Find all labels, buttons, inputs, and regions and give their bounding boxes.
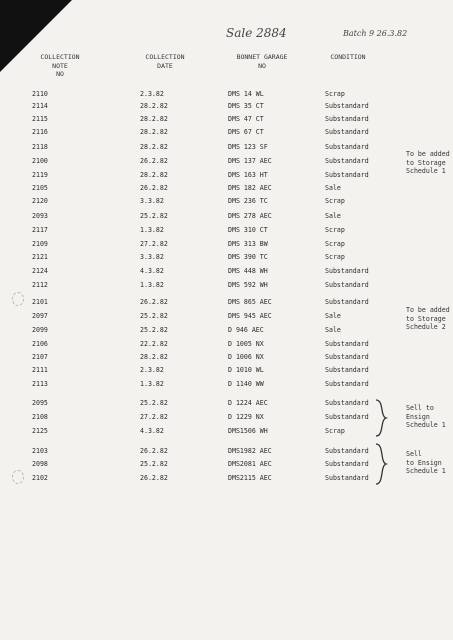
table-row: 2117 1.3.82 DMS 310 CT Scrap xyxy=(32,226,345,234)
brace-lower xyxy=(370,443,392,485)
handwritten-title: Sale 2884 xyxy=(226,26,287,40)
header-collection-note: COLLECTION NOTE NO xyxy=(40,53,80,78)
header-collection-date: COLLECTION DATE xyxy=(145,53,185,70)
table-row: 2120 3.3.82 DMS 236 TC Scrap xyxy=(32,197,345,205)
table-row: 2115 28.2.82 DMS 47 CT Substandard xyxy=(32,115,369,123)
table-row: 2109 27.2.82 DMS 313 BW Scrap xyxy=(32,240,345,248)
header-bonnet-garage: BONNET GARAGE NO xyxy=(236,53,288,70)
note-storage-schedule-2: To be added to Storage Schedule 2 xyxy=(406,306,450,331)
note-ensign-schedule-1a: Sell to Ensign Schedule 1 xyxy=(406,404,446,429)
table-row: 2099 25.2.82 D 946 AEC Sale xyxy=(32,326,341,334)
table-row: 2106 22.2.82 D 1005 NX Substandard xyxy=(32,340,369,348)
table-row: 2119 28.2.82 DMS 163 HT Substandard xyxy=(32,171,369,179)
header-condition: CONDITION xyxy=(330,53,366,61)
table-row: 2093 25.2.82 DMS 278 AEC Sale xyxy=(32,212,341,220)
table-row: 2111 2.3.82 D 1010 WL Substandard xyxy=(32,366,369,374)
table-row: 2125 4.3.82 DMS1506 WH Scrap xyxy=(32,427,345,435)
table-row: 2101 26.2.82 DMS 865 AEC Substandard xyxy=(32,298,369,306)
table-row: 2110 2.3.82 DMS 14 WL Scrap xyxy=(32,90,345,98)
punch-hole-mark xyxy=(12,470,24,484)
table-row: 2097 25.2.82 DMS 945 AEC Sale xyxy=(32,312,341,320)
note-storage-schedule-1: To be added to Storage Schedule 1 xyxy=(406,150,450,175)
note-ensign-schedule-1b: Sell to Ensign Schedule 1 xyxy=(406,450,446,475)
table-row: 2107 28.2.82 D 1006 NX Substandard xyxy=(32,353,369,361)
table-row: 2103 26.2.82 DMS1982 AEC Substandard xyxy=(32,447,369,455)
table-row: 2114 28.2.82 DMS 35 CT Substandard xyxy=(32,102,369,110)
brace-upper xyxy=(370,399,392,437)
handwritten-side-note: Batch 9 26.3.82 xyxy=(343,29,408,38)
punch-hole-mark xyxy=(12,292,24,306)
table-row: 2124 4.3.82 DMS 448 WH Substandard xyxy=(32,267,369,275)
table-row: 2113 1.3.82 D 1140 WW Substandard xyxy=(32,380,369,388)
table-row: 2102 26.2.82 DMS2115 AEC Substandard xyxy=(32,474,369,482)
table-row: 2095 25.2.82 D 1224 AEC Substandard xyxy=(32,399,369,407)
table-row: 2116 28.2.82 DMS 67 CT Substandard xyxy=(32,128,369,136)
table-row: 2098 25.2.82 DMS2081 AEC Substandard xyxy=(32,460,369,468)
table-row: 2121 3.3.82 DMS 390 TC Scrap xyxy=(32,253,345,261)
table-row: 2100 26.2.82 DMS 137 AEC Substandard xyxy=(32,157,369,165)
table-row: 2112 1.3.82 DMS 592 WH Substandard xyxy=(32,281,369,289)
table-row: 2108 27.2.82 D 1229 NX Substandard xyxy=(32,413,369,421)
table-row: 2105 26.2.82 DMS 182 AEC Sale xyxy=(32,184,341,192)
table-row: 2118 28.2.82 DMS 123 SF Substandard xyxy=(32,143,369,151)
